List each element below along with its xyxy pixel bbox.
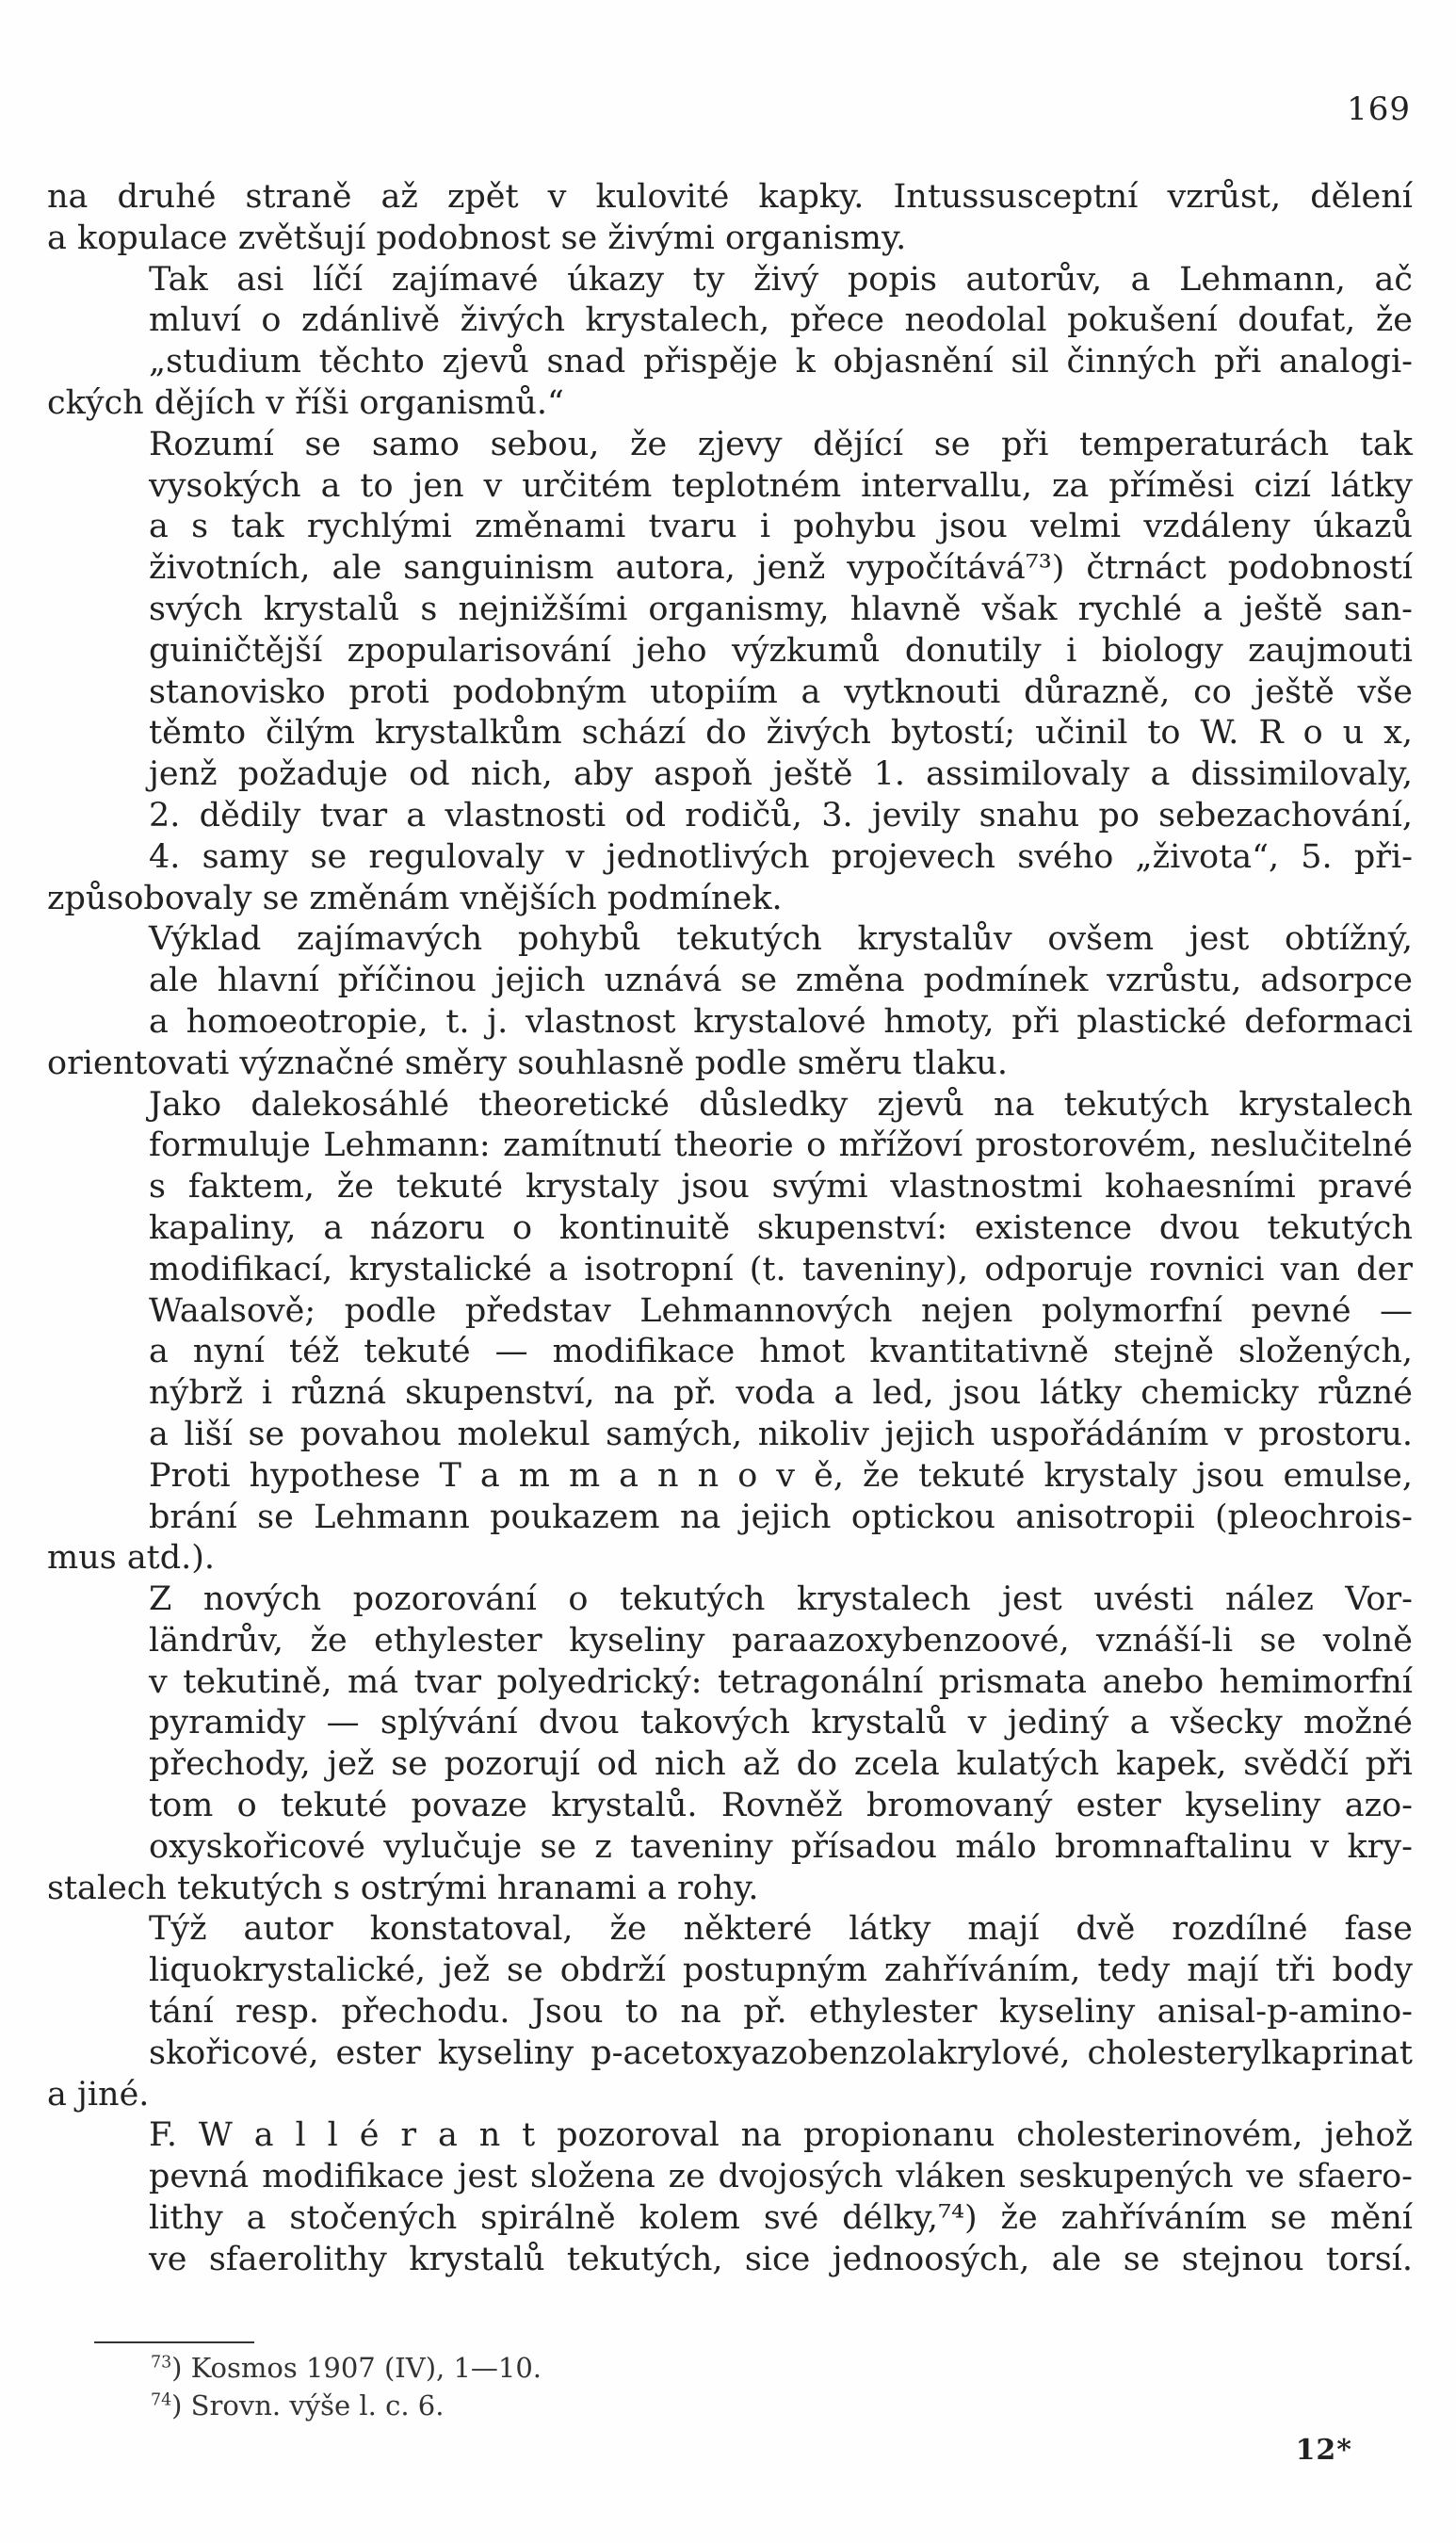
- text-line: a homoeotropie, t. j. vlastnost krystalové hmoty, při plastické deformaci: [149, 1002, 1413, 1041]
- text-line: Proti hypothese T a m m a n n o v ě, že tekuté krystaly jsou emulse,: [149, 1456, 1413, 1495]
- text-line: ale hlavní příčinou jejich uznává se změna podmínek vzrůstu, adsorpce: [149, 962, 1413, 1000]
- text-line: tání resp. přechodu. Jsou to na př. ethylester kyseliny anisal-p-amino-: [149, 1993, 1413, 2032]
- text-line: Tak asi líčí zajímavé úkazy ty živý popis autorův, a Lehmann, ač: [149, 260, 1413, 299]
- text-line: jenž požaduje od nich, aby aspoň ještě 1. assimilovaly a dissimilovaly,: [149, 755, 1413, 794]
- text-line: a nyní též tekuté — modifikace hmot kvantitativně stejně složených,: [149, 1333, 1413, 1371]
- footnote-mark: 73: [151, 2353, 172, 2373]
- text-line: „studium těchto zjevů snad přispěje k objasnění sil činných při analogi-: [149, 343, 1413, 381]
- footnote-divider: [94, 2341, 254, 2343]
- text-line: brání se Lehmann poukazem na jejich optickou anisotropii (pleochrois-: [149, 1498, 1413, 1536]
- text-line: nýbrž i různá skupenství, na př. voda a led, jsou látky chemicky různé: [149, 1374, 1413, 1413]
- text-line: životních, ale sanguinism autora, jenž vypočítává⁷³) čtrnáct podobností: [149, 549, 1413, 588]
- text-line: Waalsově; podle představ Lehmannových nejen polymorfní pevné —: [149, 1291, 1413, 1330]
- text-line: ve sfaerolithy krystalů tekutých, sice jednoosých, ale se stejnou torsí.: [149, 2240, 1413, 2278]
- paragraph-5: [47, 1085, 1413, 1580]
- text-line: pevná modifikace jest složena ze dvojosých vláken seskupených ve sfaero-: [149, 2158, 1413, 2196]
- text-line: F. W a l l é r a n t pozoroval na propionanu cholesterinovém, jehož: [149, 2116, 1413, 2155]
- text-line: Rozumí se samo sebou, že zjevy dějící se při temperaturách tak: [149, 425, 1413, 463]
- text-line: stanovisko proti podobným utopiím a vytknouti důrazně, co ještě vše: [149, 672, 1413, 711]
- text-line: 2. dědily tvar a vlastnosti od rodičů, 3. jevily snahu po sebezachování,: [149, 796, 1413, 834]
- text-line: orientovati význačné směry souhlasně podle směru tlaku.: [47, 1044, 1008, 1082]
- text-line: guiničtější zpopularisování jeho výzkumů donutily i biology zaujmouti: [149, 631, 1413, 670]
- text-line: a s tak rychlými změnami tvaru i pohybu jsou velmi vzdáleny úkazů: [149, 508, 1413, 546]
- signature-mark: 12*: [1295, 2434, 1352, 2467]
- text-line: stalech tekutých s ostrými hranami a rohy.: [47, 1869, 759, 1907]
- paragraph-1: [47, 177, 1413, 260]
- text-line: liquokrystalické, jež se obdrží postupným zahříváním, tedy mají tři body: [149, 1952, 1413, 1990]
- text-line: 4. samy se regulovaly v jednotlivých projevech svého „života“, 5. při-: [149, 837, 1413, 876]
- text-line: Týž autor konstatoval, že některé látky mají dvě rozdílné fase: [149, 1910, 1413, 1949]
- text-line: přechody, jež se pozorují od nich až do zcela kulatých kapek, svědčí při: [149, 1745, 1413, 1784]
- text-line: Výklad zajímavých pohybů tekutých krystalův ovšem jest obtížný,: [149, 920, 1413, 959]
- text-line: kapaliny, a názoru o kontinuitě skupenství: existence dvou tekutých: [149, 1208, 1413, 1247]
- paragraph-6: [47, 1579, 1413, 1909]
- body-text: [47, 177, 1413, 2281]
- paragraph-7: [47, 1909, 1413, 2115]
- text-line: způsobovaly se změnám vnějších podmínek.: [47, 879, 783, 917]
- text-line: ländrův, že ethylester kyseliny paraazoxybenzoové, vznáší-li se volně: [149, 1621, 1413, 1660]
- text-line: pyramidy — splývání dvou takových krystalů v jediný a všecky možné: [149, 1704, 1413, 1742]
- text-line: s faktem, že tekuté krystaly jsou svými vlastnostmi kohaesními pravé: [149, 1168, 1413, 1207]
- text-line: v tekutině, má tvar polyedrický: tetragonální prismata anebo hemimorfní: [149, 1662, 1413, 1701]
- text-line: formuluje Lehmann: zamítnutí theorie o mřížoví prostorovém, neslučitelné: [149, 1126, 1413, 1165]
- text-line: oxyskořicové vylučuje se z taveniny přísadou málo bromnaftalinu v kry-: [149, 1827, 1413, 1866]
- footnotes: [151, 2349, 998, 2424]
- text-line: na druhé straně až zpět v kulovité kapky. Intussusceptní vzrůst, dělení: [47, 178, 1413, 216]
- text-line: Jako dalekosáhlé theoretické důsledky zjevů na tekutých krystalech: [149, 1085, 1413, 1124]
- footnote-mark: 74: [151, 2390, 172, 2410]
- text-line: a kopulace zvětšují podobnost se živými organismy.: [47, 219, 907, 257]
- text-line: těmto čilým krystalkům schází do živých bytostí; učinil to W. R o u x,: [149, 714, 1413, 753]
- text-line: svých krystalů s nejnižšími organismy, hlavně však rychlé a ještě san-: [149, 590, 1413, 628]
- text-line: mluví o zdánlivě živých krystalech, přece neodolal pokušení doufat, že: [149, 301, 1413, 340]
- text-line: vysokých a to jen v určitém teplotném intervallu, za příměsi cizí látky: [149, 466, 1413, 505]
- paragraph-4: [47, 919, 1413, 1084]
- text-line: a jiné.: [47, 2075, 150, 2114]
- footnote-text: ) Srovn. výše l. c. 6.: [171, 2389, 445, 2422]
- paragraph-2: [47, 260, 1413, 425]
- text-line: skořicové, ester kyseliny p-acetoxyazobenzolakrylové, cholesterylkaprinat: [149, 2033, 1413, 2072]
- footnote-74: [151, 2387, 998, 2424]
- text-line: Z nových pozorování o tekutých krystalech jest uvésti nález Vor-: [149, 1580, 1413, 1619]
- paragraph-8: [47, 2115, 1413, 2280]
- paragraph-3: [47, 425, 1413, 920]
- text-line: lithy a stočených spirálně kolem své délky,⁷⁴) že zahříváním se mění: [149, 2199, 1413, 2238]
- text-line: modifikací, krystalické a isotropní (t. taveniny), odporuje rovnici van der: [149, 1250, 1413, 1288]
- page-number: 169: [1347, 90, 1411, 128]
- footnote-text: ) Kosmos 1907 (IV), 1—10.: [171, 2352, 542, 2384]
- text-line: mus atd.).: [47, 1539, 216, 1578]
- text-line: a liší se povahou molekul samých, nikoliv jejich uspořádáním v prostoru.: [149, 1415, 1413, 1453]
- footnote-73: [151, 2349, 998, 2387]
- text-line: ckých dějích v říši organismů.“: [47, 383, 564, 422]
- text-line: tom o tekuté povaze krystalů. Rovněž bromovaný ester kyseliny azo-: [149, 1787, 1413, 1825]
